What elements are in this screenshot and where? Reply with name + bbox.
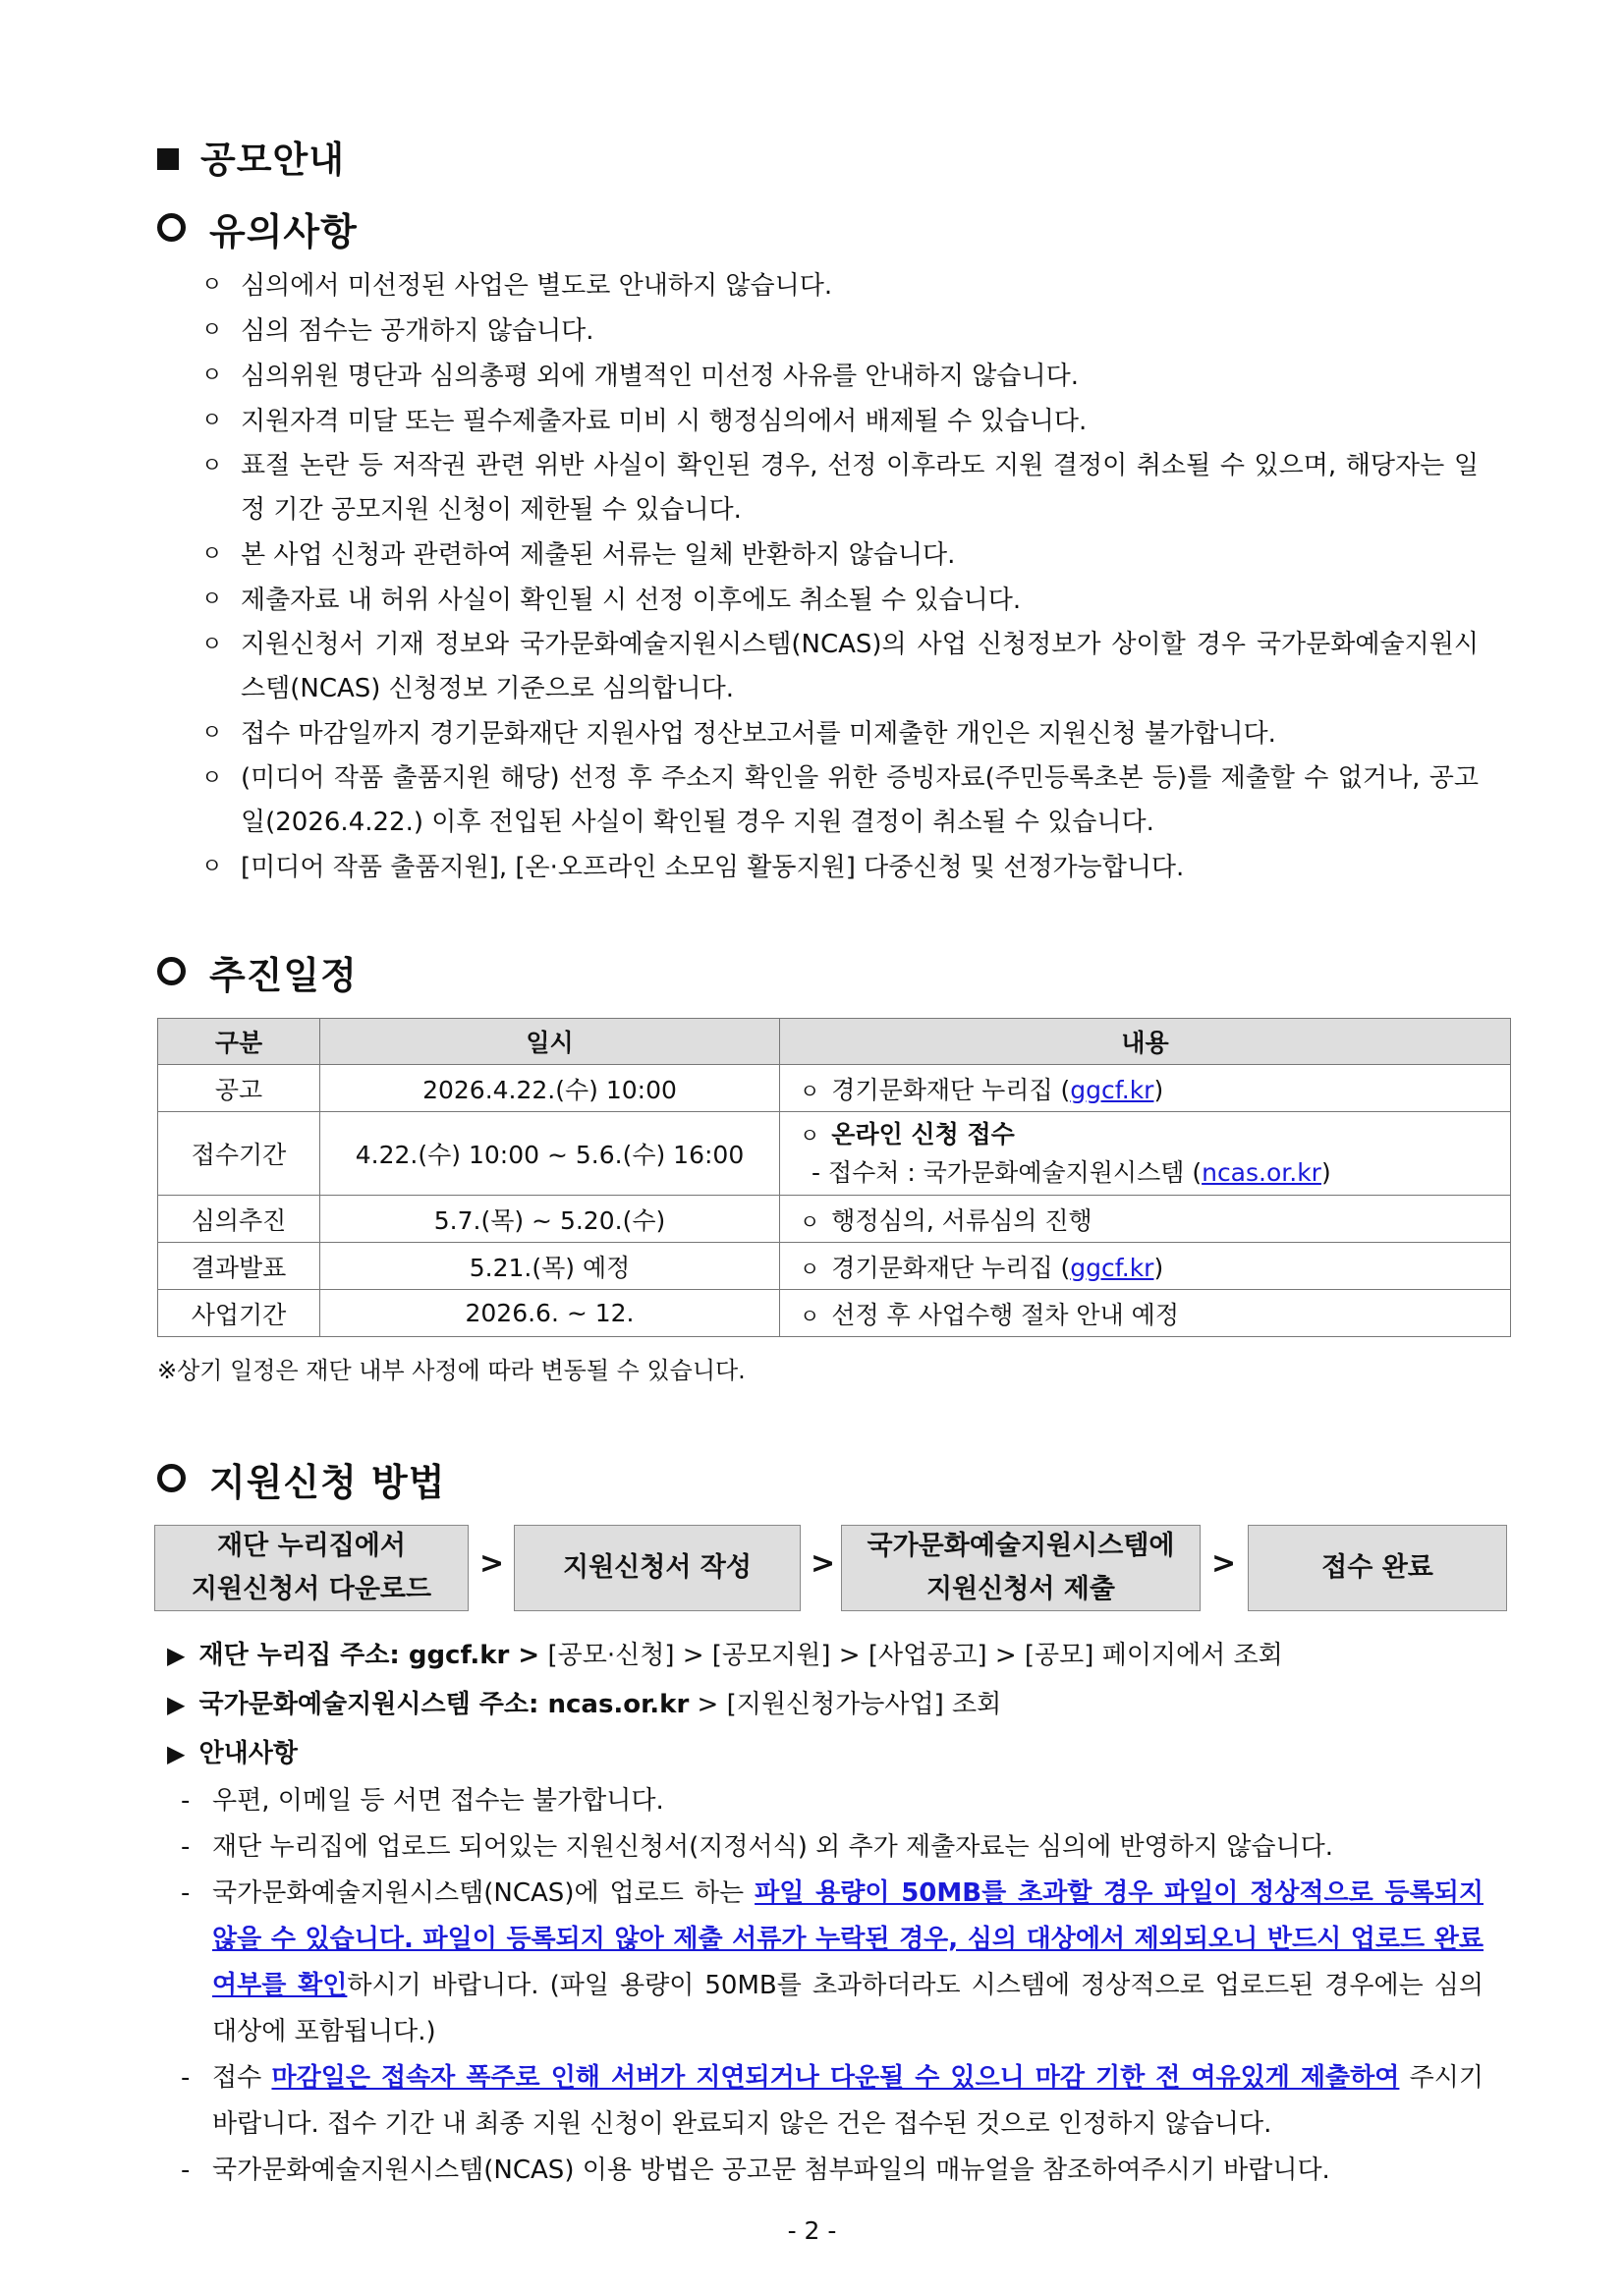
schedule-type: 공고 [158, 1065, 320, 1112]
bullet-icon: ㅇ [800, 1304, 820, 1328]
chevron-right-icon: > [479, 1546, 505, 1581]
list-item: ㅇ 제출자료 내 허위 사실이 확인될 시 선정 이후에도 취소될 수 있습니다. [201, 578, 1479, 623]
chevron-right-icon: > [1211, 1546, 1237, 1581]
site-info-ncas: ▶ 국가문화예술지원시스템 주소: ncas.or.kr > [지원신청가능사업] 조회 [167, 1690, 1002, 1719]
list-item: ㅇ 본 사업 신청과 관련하여 제출된 서류는 일체 반환하지 않습니다. [201, 532, 1479, 578]
bullet-icon: ㅇ [800, 1079, 820, 1103]
schedule-table [157, 1018, 1511, 1337]
list-item: ㅇ 표절 논란 등 저작권 관련 위반 사실이 확인된 경우, 선정 이후라도 지원 결정이 취소될 수 있으며, 해당자는 일정 기간 공모지원 신청이 제한될 수 있습니다. [201, 444, 1479, 532]
list-item: ㅇ 지원자격 미달 또는 필수제출자료 미비 시 행정심의에서 배제될 수 있습니다. [201, 399, 1479, 444]
chevron-right-icon: > [811, 1546, 836, 1581]
list-item: ㅇ 접수 마감일까지 경기문화재단 지원사업 정산보고서를 미제출한 개인은 지원신청 불가합니다. [201, 711, 1479, 756]
col-header: 내용 [780, 1019, 1511, 1065]
ggcf-link[interactable]: ggcf.kr [1070, 1075, 1154, 1104]
notes-list [201, 263, 1479, 890]
circle-bullet-icon [157, 957, 186, 985]
bullet-icon: ㅇ [800, 1257, 820, 1281]
triangle-bullet-icon: ▶ [167, 1691, 186, 1718]
notes-heading: 유의사항 [157, 201, 358, 255]
flow-step-submit: 국가문화예술지원시스템에 지원신청서 제출 [841, 1525, 1201, 1611]
flow-step-download: 재단 누리집에서 지원신청서 다운로드 [154, 1525, 469, 1611]
list-item: - 국가문화예술지원시스템(NCAS)에 업로드 하는 파일 용량이 50MB를 초과할 경우 파일이 정상적으로 등록되지 않을 수 있습니다. 파일이 등록되지 않아 제출 서류가 누락된 경우, 심의 대상에서 제외되오니 반드시 업로드 완료 여부를 확인하시기 바랍니다. (파일 용량이 50MB를 초과하더라도 시스템에 정상적으로 업로드된 경우에는 심의 대상에 포함됩니다.) [177, 1871, 1484, 2055]
list-item: ㅇ (미디어 작품 출품지원 해당) 선정 후 주소지 확인을 위한 증빙자료(주민등록초본 등)를 제출할 수 없거나, 공고일(2026.4.22.) 이후 전입된 사실이 확인될 경우 지원 결정이 취소될 수 있습니다. [201, 756, 1479, 845]
list-item: - 우편, 이메일 등 서면 접수는 불가합니다. [177, 1778, 1484, 1824]
guide-list [177, 1778, 1484, 2194]
guide-heading: ▶ 안내사항 [167, 1739, 298, 1768]
table-row [158, 1065, 1511, 1112]
list-item: ㅇ 심의위원 명단과 심의총평 외에 개별적인 미선정 사유를 안내하지 않습니다. [201, 354, 1479, 399]
table-header-row [158, 1019, 1511, 1065]
flow-step-complete: 접수 완료 [1248, 1525, 1507, 1611]
triangle-bullet-icon: ▶ [167, 1642, 186, 1669]
schedule-type: 심의추진 [158, 1196, 320, 1243]
schedule-footnote: ※상기 일정은 재단 내부 사정에 따라 변동될 수 있습니다. [157, 1357, 746, 1384]
schedule-content: ㅇ 행정심의, 서류심의 진행 [780, 1196, 1511, 1243]
schedule-type: 접수기간 [158, 1112, 320, 1196]
schedule-type: 결과발표 [158, 1243, 320, 1290]
circle-bullet-icon [157, 1464, 186, 1492]
triangle-bullet-icon: ▶ [167, 1740, 186, 1767]
schedule-content: ㅇ 경기문화재단 누리집 (ggcf.kr) [780, 1243, 1511, 1290]
list-item: ㅇ 심의 점수는 공개하지 않습니다. [201, 308, 1479, 354]
table-row [158, 1196, 1511, 1243]
schedule-date: 2026.6. ~ 12. [320, 1290, 780, 1337]
list-item: ㅇ 심의에서 미선정된 사업은 별도로 안내하지 않습니다. [201, 263, 1479, 308]
section-title: 공모안내 [157, 130, 345, 183]
schedule-date: 5.7.(목) ~ 5.20.(수) [320, 1196, 780, 1243]
list-item: - 재단 누리집에 업로드 되어있는 지원신청서(지정서식) 외 추가 제출자료는 심의에 반영하지 않습니다. [177, 1824, 1484, 1871]
bullet-icon: ㅇ [800, 1123, 820, 1148]
list-item: - 국가문화예술지원시스템(NCAS) 이용 방법은 공고문 첨부파일의 매뉴얼을 참조하여주시기 바랍니다. [177, 2148, 1484, 2194]
ggcf-link[interactable]: ggcf.kr [1070, 1253, 1154, 1282]
schedule-content: ㅇ 온라인 신청 접수 - 접수처 : 국가문화예술지원시스템 (ncas.or.kr) [780, 1112, 1511, 1196]
list-item: - 접수 마감일은 접속자 폭주로 인해 서버가 지연되거나 다운될 수 있으니 마감 기한 전 여유있게 제출하여 주시기 바랍니다. 접수 기간 내 최종 지원 신청이 완료되지 않은 건은 접수된 것으로 인정하지 않습니다. [177, 2055, 1484, 2148]
square-bullet-icon [157, 148, 179, 170]
schedule-date: 5.21.(목) 예정 [320, 1243, 780, 1290]
table-row [158, 1290, 1511, 1337]
table-row [158, 1112, 1511, 1196]
list-item: ㅇ [미디어 작품 출품지원], [온·오프라인 소모임 활동지원] 다중신청 및 선정가능합니다. [201, 845, 1479, 890]
ncas-link[interactable]: ncas.or.kr [1202, 1157, 1321, 1187]
table-row [158, 1243, 1511, 1290]
flow-step-write: 지원신청서 작성 [514, 1525, 801, 1611]
col-header: 구분 [158, 1019, 320, 1065]
schedule-content: ㅇ 선정 후 사업수행 절차 안내 예정 [780, 1290, 1511, 1337]
page-number: - 2 - [787, 2216, 837, 2245]
bullet-icon: ㅇ [800, 1209, 820, 1234]
list-item: ㅇ 지원신청서 기재 정보와 국가문화예술지원시스템(NCAS)의 사업 신청정보가 상이할 경우 국가문화예술지원시스템(NCAS) 신청정보 기준으로 심의합니다. [201, 623, 1479, 711]
schedule-content: ㅇ 경기문화재단 누리집 (ggcf.kr) [780, 1065, 1511, 1112]
schedule-type: 사업기간 [158, 1290, 320, 1337]
site-info-ggcf: ▶ 재단 누리집 주소: ggcf.kr > [공모·신청] > [공모지원] > [사업공고] > [공모] 페이지에서 조회 [167, 1641, 1283, 1670]
schedule-date: 2026.4.22.(수) 10:00 [320, 1065, 780, 1112]
method-heading: 지원신청 방법 [157, 1452, 445, 1506]
circle-bullet-icon [157, 213, 186, 242]
schedule-date: 4.22.(수) 10:00 ~ 5.6.(수) 16:00 [320, 1112, 780, 1196]
schedule-heading: 추진일정 [157, 945, 358, 999]
col-header: 일시 [320, 1019, 780, 1065]
